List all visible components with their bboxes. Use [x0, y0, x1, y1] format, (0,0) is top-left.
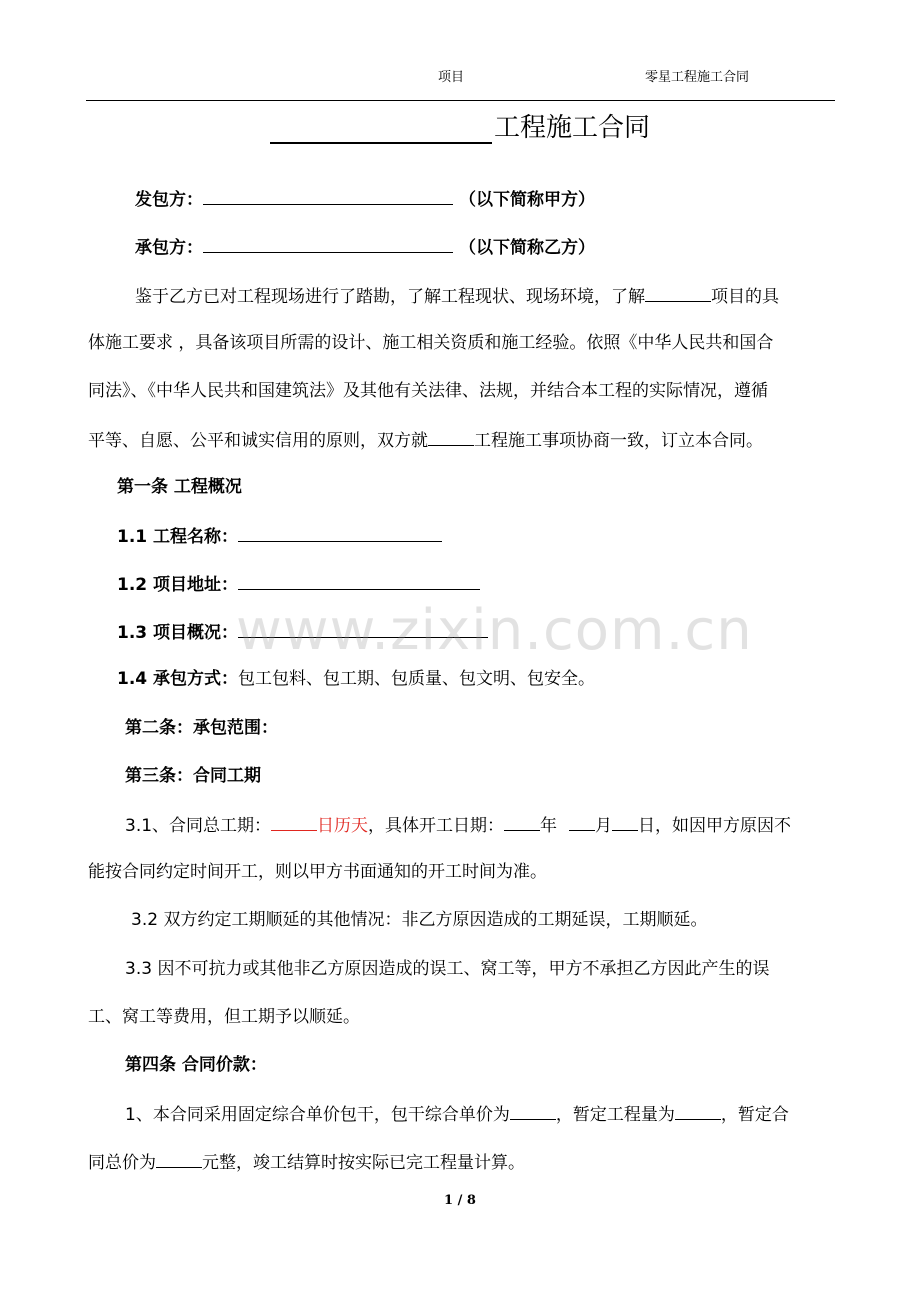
- project-address-line: [117, 571, 480, 597]
- preamble-text-1b: 项目的具: [711, 287, 779, 307]
- price-clause-line-1: [125, 1101, 789, 1127]
- clause-3-1-text-b: ，具体开工日期：: [368, 816, 505, 836]
- clause-3-1-text-a: 3.1、合同总工期：: [125, 816, 272, 836]
- contractor-blank: [203, 186, 453, 205]
- price-clause-line-2: [88, 1149, 525, 1175]
- preamble-line-2: 体施工要求 ，具备该项目所需的设计、施工相关资质和施工经验。依照《中华人民共和国合: [88, 333, 774, 353]
- header-project: 项目: [438, 70, 465, 85]
- contract-method-line: [117, 667, 595, 691]
- article3-heading: 第三条：合同工期: [125, 766, 261, 786]
- start-day-blank: [612, 812, 638, 831]
- project-name-label: 1.1 工程名称：: [117, 527, 239, 547]
- clause-3-2: 3.2 双方约定工期顺延的其他情况：非乙方原因造成的工期延误，工期顺延。: [131, 910, 708, 930]
- project-name-line: [117, 523, 442, 549]
- contract-method-value: 包工包料、包工期、包质量、包文明、包安全。: [238, 669, 596, 689]
- month-label: 月: [595, 816, 613, 836]
- subcontractor-blank: [203, 234, 453, 253]
- title-text: 工程施工合同: [493, 113, 650, 143]
- watermark: www.zixin.com.cn: [236, 598, 753, 663]
- price-text-b: ，暂定工程量为: [555, 1105, 675, 1125]
- project-name-blank: [238, 523, 442, 542]
- preamble-text-4b: 工程施工事项协商一致，订立本合同。: [474, 431, 763, 451]
- page-number: 1 / 8: [444, 1193, 476, 1208]
- price-text-c: ，暂定合: [720, 1105, 789, 1125]
- calendar-days-blank: [271, 812, 317, 831]
- contractor-line: [135, 186, 595, 212]
- preamble-line-3: 同法》、《中华人民共和国建筑法》及其他有关法律、法规，并结合本工程的实际情况，遵循: [88, 381, 768, 401]
- header-rule: [86, 100, 835, 101]
- calendar-days-label: 日历天: [317, 816, 369, 836]
- clause-3-3-line-2: 工、窝工等费用，但工期予以顺延。: [88, 1007, 360, 1027]
- project-address-blank: [238, 571, 480, 590]
- total-price-blank: [156, 1149, 202, 1168]
- contractor-suffix: （以下简称甲方）: [459, 190, 595, 210]
- project-overview-label: 1.3 项目概况：: [117, 623, 239, 643]
- price-text-a: 1、本合同采用固定综合单价包干，包干综合单价为: [125, 1105, 510, 1125]
- article2-heading: 第二条：承包范围：: [125, 718, 278, 738]
- clause-3-1-line-1: [125, 812, 791, 838]
- quantity-blank: [675, 1101, 721, 1120]
- project-address-label: 1.2 项目地址：: [117, 575, 239, 595]
- clause-3-1-line-2: 能按合同约定时间开工，则以甲方书面通知的开工时间为准。: [88, 862, 547, 882]
- title-blank: [270, 115, 492, 144]
- document-title: [0, 112, 920, 144]
- clause-3-1-text-c: 日，如因甲方原因不: [638, 816, 792, 836]
- start-year-blank: [504, 812, 540, 831]
- preamble-work-blank: [428, 427, 474, 446]
- article4-heading: 第四条 合同价款：: [125, 1055, 267, 1075]
- subcontractor-line: [135, 234, 595, 260]
- header-doc-title: 零星工程施工合同: [645, 70, 750, 85]
- contractor-label: 发包方：: [135, 190, 203, 210]
- year-label: 年: [540, 816, 558, 836]
- price-text-d: 同总价为: [88, 1153, 156, 1173]
- preamble-project-blank: [645, 283, 711, 302]
- article1-heading: 第一条 工程概况: [117, 477, 242, 497]
- unit-price-blank: [510, 1101, 556, 1120]
- start-month-blank: [569, 812, 595, 831]
- preamble-line-1: [135, 283, 779, 309]
- price-text-e: 元整，竣工结算时按实际已完工程量计算。: [202, 1153, 525, 1173]
- preamble-line-4: [88, 427, 763, 453]
- subcontractor-label: 承包方：: [135, 238, 203, 258]
- subcontractor-suffix: （以下简称乙方）: [459, 238, 595, 258]
- preamble-text-1a: 鉴于乙方已对工程现场进行了踏勘，了解工程现状、现场环境，了解: [135, 287, 645, 307]
- clause-3-3-line-1: 3.3 因不可抗力或其他非乙方原因造成的误工、窝工等，甲方不承担乙方因此产生的误: [125, 959, 770, 979]
- contract-method-label: 1.4 承包方式：: [117, 669, 239, 689]
- preamble-text-4a: 平等、自愿、公平和诚实信用的原则，双方就: [88, 431, 428, 451]
